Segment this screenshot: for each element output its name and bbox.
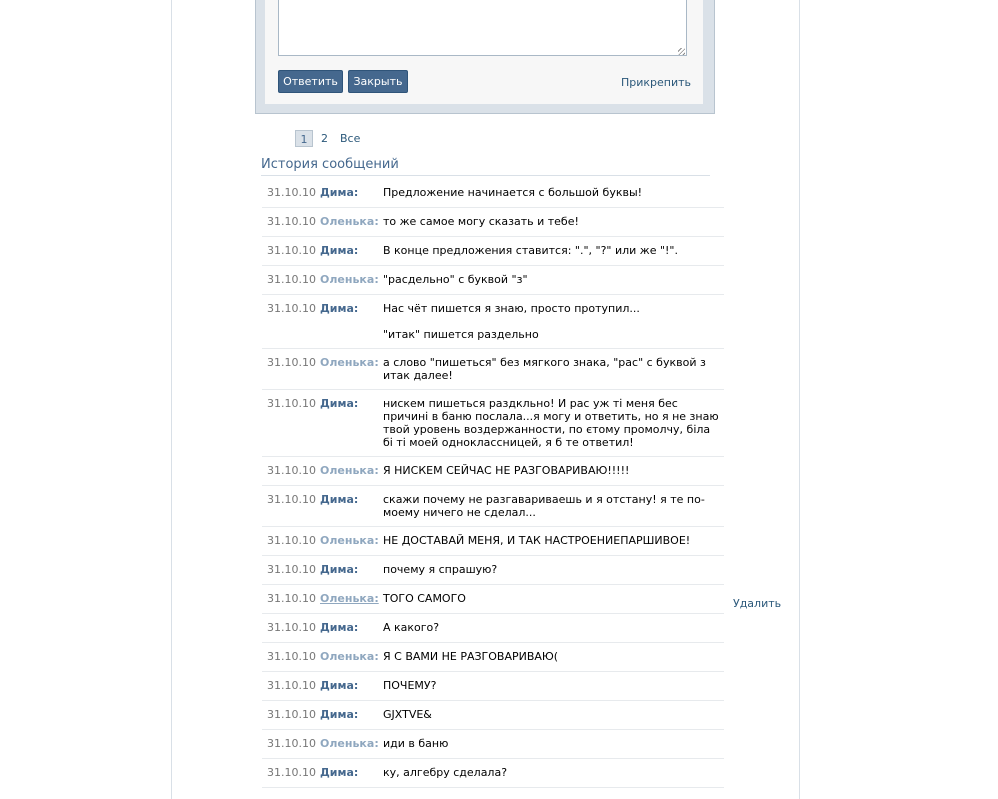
message-row bbox=[262, 237, 724, 266]
message-line: Я НИСКЕМ СЕЙЧАС НЕ РАЗГОВАРИВАЮ!!!!! bbox=[383, 464, 630, 477]
message-author[interactable]: Оленька: bbox=[320, 737, 379, 750]
message-line: "расдельно" с буквой "з" bbox=[383, 273, 528, 286]
message-row bbox=[262, 759, 724, 788]
message-row bbox=[262, 390, 724, 457]
history-title: История сообщений bbox=[261, 157, 710, 176]
message-date: 31.10.10 bbox=[267, 534, 316, 547]
message-date: 31.10.10 bbox=[267, 766, 316, 779]
message-author[interactable]: Оленька: bbox=[320, 273, 379, 286]
message-author[interactable]: Дима: bbox=[320, 563, 359, 576]
message-date: 31.10.10 bbox=[267, 563, 316, 576]
message-author[interactable]: Дима: bbox=[320, 493, 359, 506]
message-date: 31.10.10 bbox=[267, 621, 316, 634]
message-date: 31.10.10 bbox=[267, 592, 316, 605]
message-row bbox=[262, 486, 724, 527]
message-line: В конце предложения ставится: ".", "?" или же "!". bbox=[383, 244, 678, 257]
message-row bbox=[262, 672, 724, 701]
message-row bbox=[262, 556, 724, 585]
message-author[interactable]: Дима: bbox=[320, 708, 359, 721]
message-row bbox=[262, 643, 724, 672]
message-text bbox=[383, 397, 721, 449]
message-row bbox=[262, 266, 724, 295]
message-text bbox=[383, 592, 721, 605]
message-line: то же самое могу сказать и тебе! bbox=[383, 215, 579, 228]
message-text bbox=[383, 621, 721, 634]
message-line: почему я спрашую? bbox=[383, 563, 498, 576]
message-list bbox=[262, 179, 724, 788]
message-row bbox=[262, 208, 724, 237]
attach-link[interactable]: Прикрепить bbox=[621, 76, 692, 89]
message-author[interactable]: Оленька: bbox=[320, 464, 379, 477]
message-line: ПОЧЕМУ? bbox=[383, 679, 437, 692]
message-date: 31.10.10 bbox=[267, 273, 316, 286]
message-text bbox=[383, 737, 721, 750]
message-row bbox=[262, 585, 724, 614]
message-text bbox=[383, 244, 721, 257]
message-row bbox=[262, 179, 724, 208]
message-row bbox=[262, 701, 724, 730]
message-date: 31.10.10 bbox=[267, 708, 316, 721]
message-line: а слово "пишеться" без мягкого знака, "рас" с буквой з итак далее! bbox=[383, 356, 706, 382]
message-line: "итак" пишется раздельно bbox=[383, 328, 539, 341]
message-date: 31.10.10 bbox=[267, 215, 316, 228]
reply-box bbox=[255, 0, 715, 114]
message-author[interactable]: Дима: bbox=[320, 302, 359, 315]
message-text bbox=[383, 186, 721, 199]
message-text bbox=[383, 464, 721, 477]
message-line: Нас чёт пишется я знаю, просто протупил... bbox=[383, 302, 640, 315]
message-row bbox=[262, 527, 724, 556]
message-date: 31.10.10 bbox=[267, 302, 316, 315]
page-current: 1 bbox=[295, 130, 313, 147]
delete-link[interactable]: Удалить bbox=[733, 597, 782, 610]
message-author[interactable]: Дима: bbox=[320, 766, 359, 779]
message-line: ку, алгебру сделала? bbox=[383, 766, 508, 779]
message-line: Я С ВАМИ НЕ РАЗГОВАРИВАЮ( bbox=[383, 650, 559, 663]
message-text bbox=[383, 215, 721, 228]
message-line: нискем пишеться раздкльно! И рас уж ті меня бес причині в баню послала...я могу и ответить, но я не знаю твой уровень воздержанности, по єтому промолчу, біла бі ті моей одноклассницей, я б те ответил! bbox=[383, 397, 719, 449]
message-row bbox=[262, 295, 724, 349]
reply-panel bbox=[265, 0, 703, 104]
message-line: Предложение начинается с большой буквы! bbox=[383, 186, 643, 199]
message-author[interactable]: Дима: bbox=[320, 397, 359, 410]
message-text bbox=[383, 766, 721, 779]
message-author[interactable]: Оленька: bbox=[320, 215, 379, 228]
message-line: А какого? bbox=[383, 621, 440, 634]
page-link-all[interactable]: Все bbox=[340, 132, 361, 145]
message-text bbox=[383, 273, 721, 286]
reply-button[interactable]: Ответить bbox=[278, 70, 343, 93]
message-author[interactable]: Дима: bbox=[320, 244, 359, 257]
message-text bbox=[383, 679, 721, 692]
reply-textarea[interactable] bbox=[278, 0, 687, 56]
message-date: 31.10.10 bbox=[267, 679, 316, 692]
message-row bbox=[262, 614, 724, 643]
message-date: 31.10.10 bbox=[267, 650, 316, 663]
close-button[interactable]: Закрыть bbox=[348, 70, 408, 93]
message-row bbox=[262, 730, 724, 759]
message-row bbox=[262, 457, 724, 486]
message-author[interactable]: Дима: bbox=[320, 186, 359, 199]
message-date: 31.10.10 bbox=[267, 464, 316, 477]
message-date: 31.10.10 bbox=[267, 356, 316, 369]
message-date: 31.10.10 bbox=[267, 397, 316, 410]
message-author[interactable]: Дима: bbox=[320, 621, 359, 634]
message-author[interactable]: Оленька: bbox=[320, 356, 379, 369]
message-line: GJXTVE& bbox=[383, 708, 432, 721]
message-line: скажи почему не разгавариваешь и я отстану! я те по-моему ничего не сделал... bbox=[383, 493, 705, 519]
message-author[interactable]: Оленька: bbox=[320, 534, 379, 547]
message-line: ТОГО САМОГО bbox=[383, 592, 466, 605]
resize-grip-icon[interactable] bbox=[678, 48, 685, 55]
message-date: 31.10.10 bbox=[267, 186, 316, 199]
message-row bbox=[262, 349, 724, 390]
message-text bbox=[383, 493, 721, 519]
page-link-2[interactable]: 2 bbox=[321, 132, 328, 145]
message-text bbox=[383, 534, 721, 547]
message-line: иди в баню bbox=[383, 737, 449, 750]
message-date: 31.10.10 bbox=[267, 244, 316, 257]
message-line: НЕ ДОСТАВАЙ МЕНЯ, И ТАК НАСТРОЕНИЕПАРШИВОЕ! bbox=[383, 534, 691, 547]
message-author[interactable]: Оленька: bbox=[320, 592, 379, 605]
message-text bbox=[383, 302, 721, 341]
message-author[interactable]: Дима: bbox=[320, 679, 359, 692]
message-date: 31.10.10 bbox=[267, 493, 316, 506]
message-author[interactable]: Оленька: bbox=[320, 650, 379, 663]
message-text bbox=[383, 708, 721, 721]
message-date: 31.10.10 bbox=[267, 737, 316, 750]
message-text bbox=[383, 650, 721, 663]
message-text bbox=[383, 563, 721, 576]
message-text bbox=[383, 356, 721, 382]
